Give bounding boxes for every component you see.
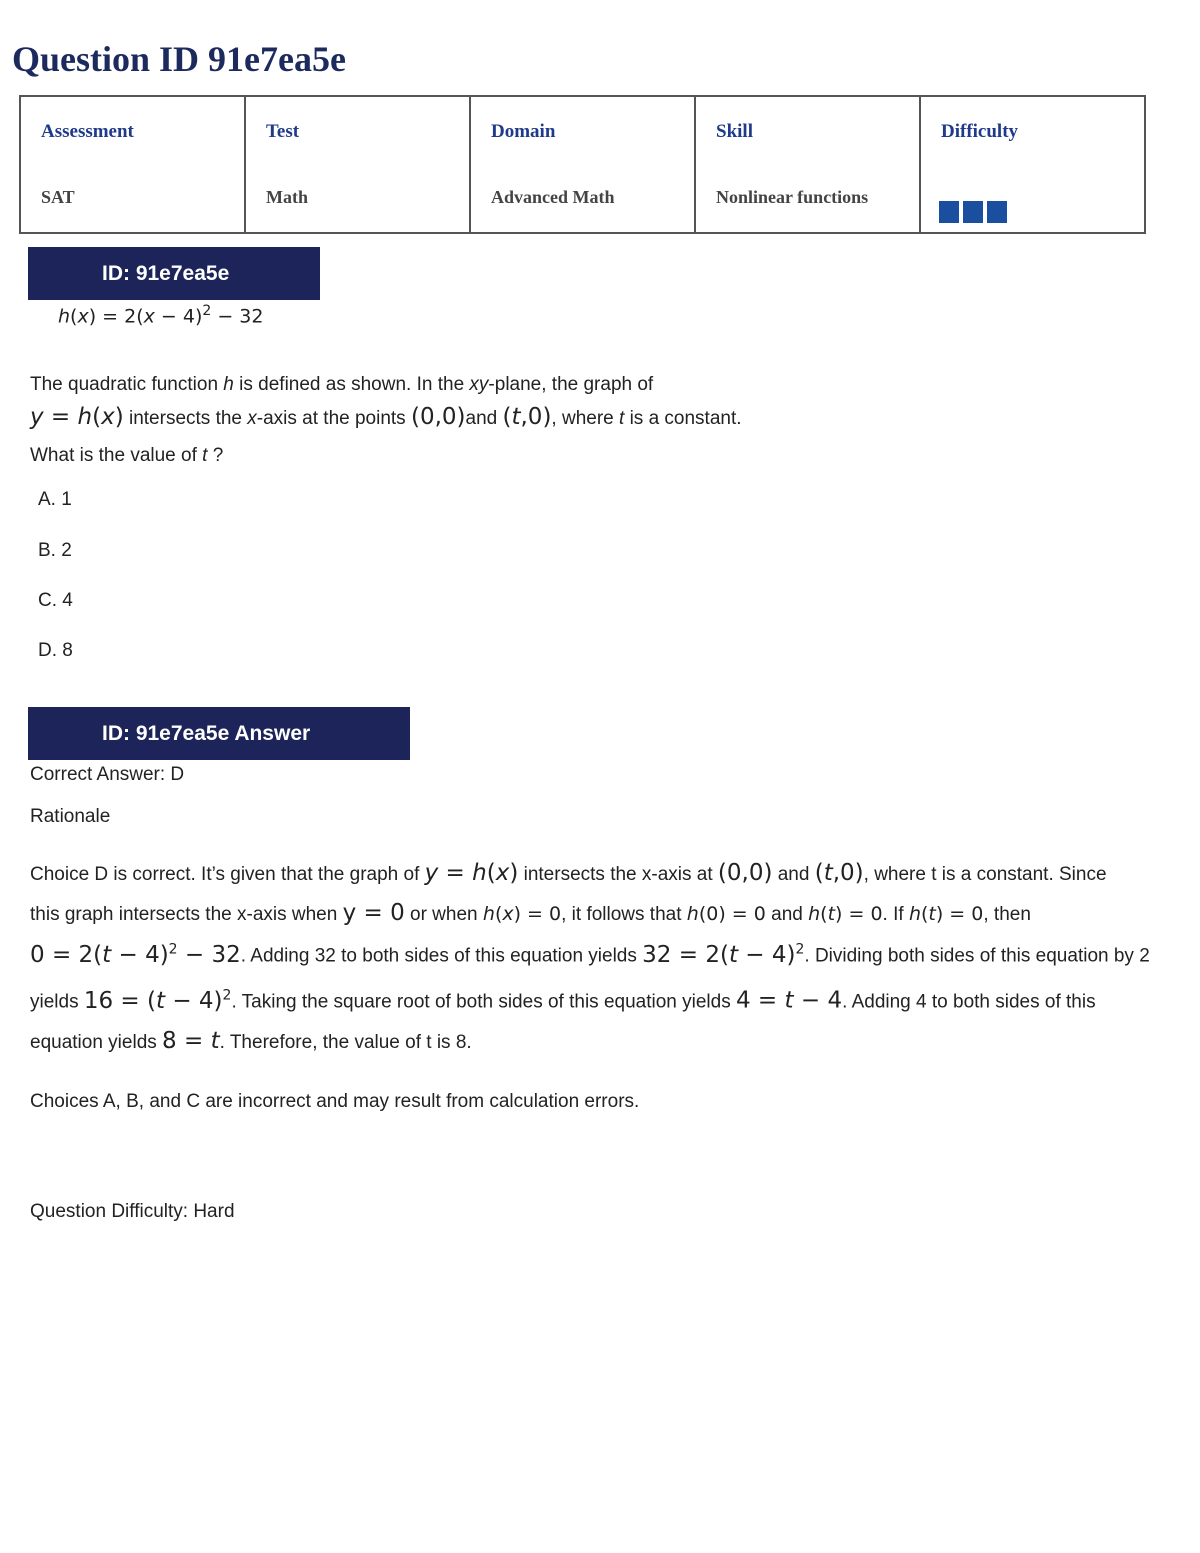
answer-choice-b[interactable]: B. 2 bbox=[38, 540, 72, 561]
meta-value-test: Math bbox=[266, 187, 308, 207]
meta-value-assessment: SAT bbox=[41, 187, 75, 207]
difficulty-bar bbox=[939, 201, 959, 223]
meta-cell-difficulty bbox=[920, 96, 1145, 233]
rationale-line-4: yields $16 = (t - 4)^2$. Taking the square root of both sides of this equation yields 4 = t − 4. Adding 4 to both sides of this bbox=[30, 987, 1096, 1014]
question-prompt: What is the value of t ? bbox=[30, 445, 224, 466]
meta-header-difficulty: Difficulty bbox=[941, 121, 1019, 142]
rationale-line-2: this graph intersects the x-axis when y = 0 or when h(x) = 0, it follows that h(0) = 0 and h(t) = 0. If h(t) = 0, then bbox=[30, 900, 1031, 926]
difficulty-bar bbox=[963, 201, 983, 223]
meta-cell-assessment bbox=[20, 96, 245, 233]
meta-header-test: Test bbox=[266, 121, 300, 142]
meta-header-domain: Domain bbox=[491, 121, 556, 142]
meta-header-assessment: Assessment bbox=[41, 121, 134, 142]
page-title: Question ID 91e7ea5e bbox=[12, 39, 346, 79]
rationale-line-3: $0 = 2(t - 4)^2 - 32$. Adding 32 to both sides of this equation yields $32 = 2(t - 4)^2$. Dividing both sides of this equation by 2 bbox=[30, 941, 1150, 968]
answer-choice-c[interactable]: C. 4 bbox=[38, 590, 73, 611]
answer-choice-d[interactable]: D. 8 bbox=[38, 640, 73, 661]
function-equation: $h(x) = 2(x - 4)^2 - 32$ bbox=[58, 303, 264, 328]
rationale-line-1: Choice D is correct. It’s given that the graph of y = h(x) intersects the x-axis at (0,0) and (t,0), where t is a constant. Since bbox=[30, 860, 1107, 886]
meta-value-skill: Nonlinear functions bbox=[716, 187, 869, 207]
meta-cell-test bbox=[245, 96, 470, 233]
answer-choice-a[interactable]: A. 1 bbox=[38, 489, 72, 510]
answer-id-banner: ID: 91e7ea5e Answer bbox=[28, 707, 410, 760]
question-stem-line-1: The quadratic function h is defined as shown. In the xy-plane, the graph of bbox=[30, 374, 654, 395]
meta-header-skill: Skill bbox=[716, 121, 753, 142]
question-stem-line-2: y = h(x) intersects the x-axis at the points (0,0)and (t,0), where t is a constant. bbox=[30, 404, 742, 430]
meta-cell-skill bbox=[695, 96, 920, 233]
difficulty-bar bbox=[987, 201, 1007, 223]
meta-value-domain: Advanced Math bbox=[491, 187, 615, 207]
difficulty-bars bbox=[939, 201, 1007, 223]
question-id-banner: ID: 91e7ea5e bbox=[28, 247, 320, 300]
rationale-label: Rationale bbox=[30, 806, 111, 827]
meta-cell-domain bbox=[470, 96, 695, 233]
question-meta-table bbox=[19, 95, 1146, 234]
rationale-line-5: equation yields 8 = t. Therefore, the value of t is 8. bbox=[30, 1028, 472, 1054]
question-difficulty: Question Difficulty: Hard bbox=[30, 1201, 235, 1222]
rationale-other-choices: Choices A, B, and C are incorrect and may result from calculation errors. bbox=[30, 1091, 640, 1112]
correct-answer: Correct Answer: D bbox=[30, 764, 185, 785]
